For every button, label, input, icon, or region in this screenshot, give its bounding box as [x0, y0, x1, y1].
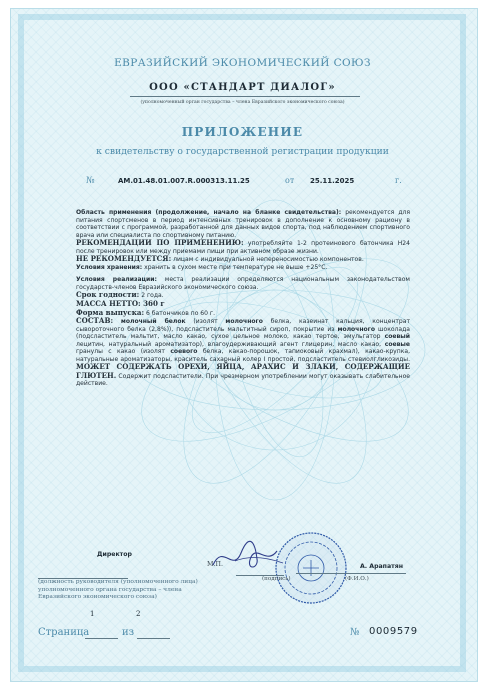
document-title: ПРИЛОЖЕНИЕ — [181, 125, 304, 139]
composition-text: (изолят — [185, 318, 226, 326]
stamp-place-label: М.П. — [207, 561, 223, 568]
composition-text: лецитин, натуральный ароматизатор), влагоудерживающий агент глицерин, масло какао, — [76, 340, 385, 348]
storage-label: Условия хранения: — [76, 263, 143, 271]
recommendation-paragraph — [76, 239, 410, 255]
sale-paragraph — [76, 276, 410, 291]
composition-text: гранулы с какао (изолят — [76, 348, 171, 356]
composition-label: СОСТАВ: — [76, 316, 114, 326]
composition-allergen: молочного — [337, 325, 375, 333]
composition-allergen: молочный белок — [120, 318, 186, 326]
shelf-label: Срок годности: — [76, 290, 140, 300]
net-label: МАССА НЕТТО: — [76, 299, 141, 309]
composition-allergen: соевого — [170, 348, 198, 356]
organization-name: ООО «СТАНДАРТ ДИАЛОГ» — [149, 82, 336, 93]
composition-text: белка, какао-порошок, тапиоковый крахмал), какао-крупка, натуральные ароматизаторы, краситель сахарный колер I простой, подсластитель стевиолгликозиды. — [76, 348, 410, 363]
composition-text — [113, 318, 121, 325]
composition-allergen: соевый — [384, 333, 410, 341]
certificate-number: AM.01.48.01.007.R.000313.11.25 — [118, 177, 250, 185]
document-subtitle: к свидетельству о государственной регистрации продукции — [96, 146, 389, 157]
union-header: ЕВРАЗИЙСКИЙ ЭКОНОМИЧЕСКИЙ СОЮЗ — [114, 57, 371, 69]
page-of-label: из — [122, 627, 135, 638]
composition-text: Содержит подсластители. При чрезмерном употреблении могут оказывать слабительное действие. — [76, 372, 410, 388]
sale-label: Условия реализации: — [76, 276, 157, 284]
date-from-label: от — [285, 176, 295, 185]
name-caption: (Ф.И.О.) — [345, 576, 369, 582]
position-caption: (должность руководителя (уполномоченного лица) уполномоченного органа государства – члена Евразийского экономического союза) — [38, 579, 198, 600]
page-total-line — [137, 638, 170, 639]
page-number-line — [85, 638, 118, 639]
sale-text: места реализации определяются национальным законодательством государств-членов Евразийского экономического союза. — [76, 276, 410, 291]
certificate-date: 25.11.2025 — [310, 177, 355, 185]
not-recommended-paragraph — [76, 255, 410, 264]
number-label: № — [86, 176, 95, 186]
composition-text: белка, казеинат кальция, концентрат сывороточного белка (2,8%)), подсластитель мальтитный сироп, покрытие из — [76, 318, 410, 333]
document-body — [76, 209, 410, 388]
form-text: 6 батончиков по 60 г. — [144, 309, 216, 317]
page-label: Страница — [38, 627, 90, 638]
director-label: Директор — [97, 551, 132, 558]
composition-allergen: соевые — [384, 340, 410, 348]
not-recommended-label: НЕ РЕКОМЕНДУЕТСЯ: — [76, 254, 172, 264]
storage-paragraph — [76, 264, 410, 272]
recommendation-text: употребляйте 1-2 протеинового батончика Н24 после тренировок или между приемами пищи при активном образе жизни. — [76, 240, 410, 255]
net-text: 360 г — [140, 299, 165, 309]
handwritten-page-total: 2 — [136, 610, 141, 618]
signatory-name: А. Арапатян — [360, 563, 403, 570]
scope-paragraph — [76, 209, 410, 239]
organization-underline — [130, 96, 360, 97]
recommendation-label: РЕКОМЕНДАЦИИ ПО ПРИМЕНЕНИЮ: — [76, 238, 244, 248]
form-paragraph — [76, 309, 410, 318]
storage-text: хранить в сухом месте при температуре не выше +25°С. — [142, 263, 328, 271]
name-line — [296, 573, 406, 574]
composition-allergen: молочного — [225, 318, 263, 326]
serial-label: № — [350, 627, 360, 638]
organization-seal — [273, 530, 349, 606]
allergen-warning: МОЖЕТ СОДЕРЖАТЬ ОРЕХИ, ЯЙЦА, АРАХИС И ЗЛАКИ, СОДЕРЖАЩИЕ ГЛЮТЕН. — [76, 362, 410, 380]
handwritten-page-number: 1 — [90, 610, 95, 618]
composition-paragraph — [76, 317, 410, 388]
organization-note: (уполномоченный орган государства – члена Евразийского экономического союза) — [140, 100, 345, 105]
year-label: г. — [395, 176, 402, 185]
serial-number: 0009579 — [369, 626, 418, 637]
signature-caption: (подпись) — [262, 576, 291, 582]
form-label: Форма выпуска: — [76, 307, 145, 317]
composition-text: шоколада (подсластитель мальтит, масло какао, сухое цельное молоко, какао тертое, эмульгатор — [76, 325, 411, 341]
shelf-text: 2 года. — [139, 292, 164, 300]
scope-label: Область применения (продолжение, начало на бланке свидетельства): — [76, 209, 342, 216]
not-recommended-text: лицам с индивидуальной непереносимостью компонентов. — [171, 256, 364, 264]
scope-text: рекомендуется для питания спортсменов в период интенсивных тренировок в дополнение к основному рациону в соответствии с программой, разработанной для данных видов спорта, под наблюдением спортивного врача или специалиста по спортивному питанию. — [76, 209, 411, 239]
